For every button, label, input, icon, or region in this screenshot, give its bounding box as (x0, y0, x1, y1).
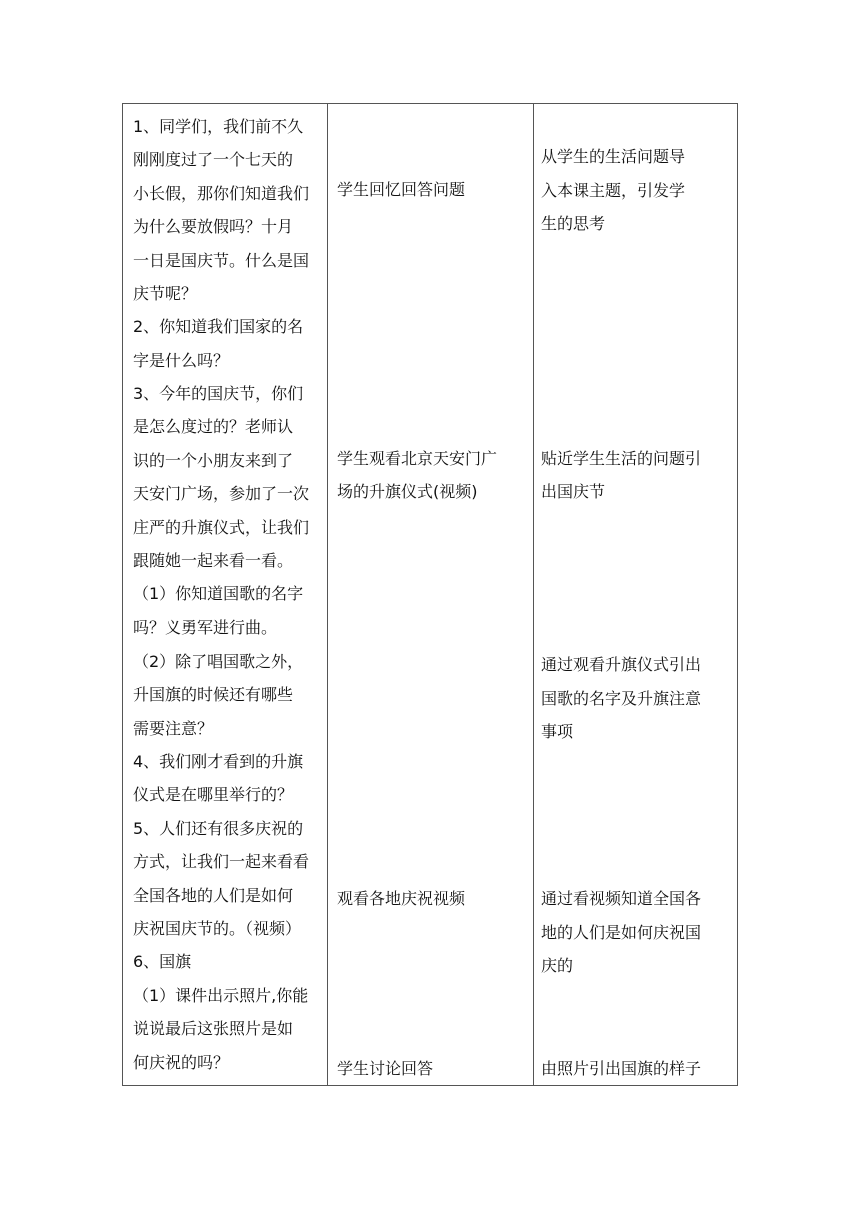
text-line: 需要注意？ (133, 719, 214, 738)
text-line: 识的一个小朋友来到了 (133, 451, 294, 470)
text-line: 吗？义勇军进行曲。 (133, 618, 278, 637)
text-line: 何庆祝的吗？ (133, 1053, 230, 1072)
text-line: 升国旗的时候还有哪些 (133, 685, 294, 704)
text-line: 通过观看升旗仪式引出 (541, 655, 702, 674)
text-line: 地的人们是如何庆祝国 (541, 923, 702, 942)
text-line: 一日是国庆节。什么是国 (133, 251, 310, 270)
text-line: 贴近学生生活的问题引 (541, 449, 702, 468)
text-line: 字是什么吗？ (133, 351, 230, 370)
text-line: 小长假，那你们知道我们 (133, 184, 310, 203)
text-line: 通过看视频知道全国各 (541, 889, 702, 908)
text-line: 场的升旗仪式(视频) (337, 482, 478, 501)
text-line: 天安门广场，参加了一次 (133, 484, 310, 503)
text-line: 观看各地庆祝视频 (337, 889, 466, 908)
text-line: 庆祝国庆节的。（视频） (133, 919, 302, 938)
text-line: 说说最后这张照片是如 (133, 1019, 294, 1038)
student-activity-cell (337, 104, 527, 1085)
text-line: 2、你知道我们国家的名 (133, 317, 304, 336)
text-line: 生的思考 (541, 214, 606, 233)
text-line: 学生观看北京天安门广 (337, 449, 498, 468)
text-line: 事项 (541, 722, 574, 741)
text-line: 6、国旗 (133, 952, 192, 971)
text-line: 出国庆节 (541, 482, 606, 501)
text-line: 5、人们还有很多庆祝的 (133, 819, 304, 838)
text-line: 全国各地的人们是如何 (133, 886, 294, 905)
text-line: 为什么要放假吗？十月 (133, 217, 294, 236)
text-line: 学生讨论回答 (337, 1059, 434, 1078)
design-intent-cell (541, 104, 733, 1085)
text-line: 仪式是在哪里举行的？ (133, 785, 294, 804)
lesson-plan-table (122, 103, 738, 1086)
text-line: （1）你知道国歌的名字 (133, 584, 304, 603)
text-line: （1）课件出示照片,你能 (133, 986, 309, 1005)
text-line: （2）除了唱国歌之外， (133, 652, 304, 671)
column-divider (327, 104, 328, 1085)
column-divider (533, 104, 534, 1085)
text-line: 入本课主题，引发学 (541, 181, 686, 200)
text-line: 3、今年的国庆节，你们 (133, 384, 304, 403)
text-line: 刚刚度过了一个七天的 (133, 150, 294, 169)
teacher-activity-cell (133, 104, 323, 1085)
text-line: 庆节呢？ (133, 284, 198, 303)
text-line: 由照片引出国旗的样子 (541, 1059, 702, 1078)
text-line: 学生回忆回答问题 (337, 180, 466, 199)
text-line: 国歌的名字及升旗注意 (541, 689, 702, 708)
text-line: 从学生的生活问题导 (541, 147, 686, 166)
text-line: 是怎么度过的？老师认 (133, 417, 294, 436)
text-line: 4、我们刚才看到的升旗 (133, 752, 304, 771)
text-line: 跟随她一起来看一看。 (133, 551, 294, 570)
text-line: 1、同学们，我们前不久 (133, 117, 304, 136)
text-line: 庆的 (541, 956, 574, 975)
text-line: 方式，让我们一起来看看 (133, 852, 310, 871)
text-line: 庄严的升旗仪式，让我们 (133, 518, 310, 537)
